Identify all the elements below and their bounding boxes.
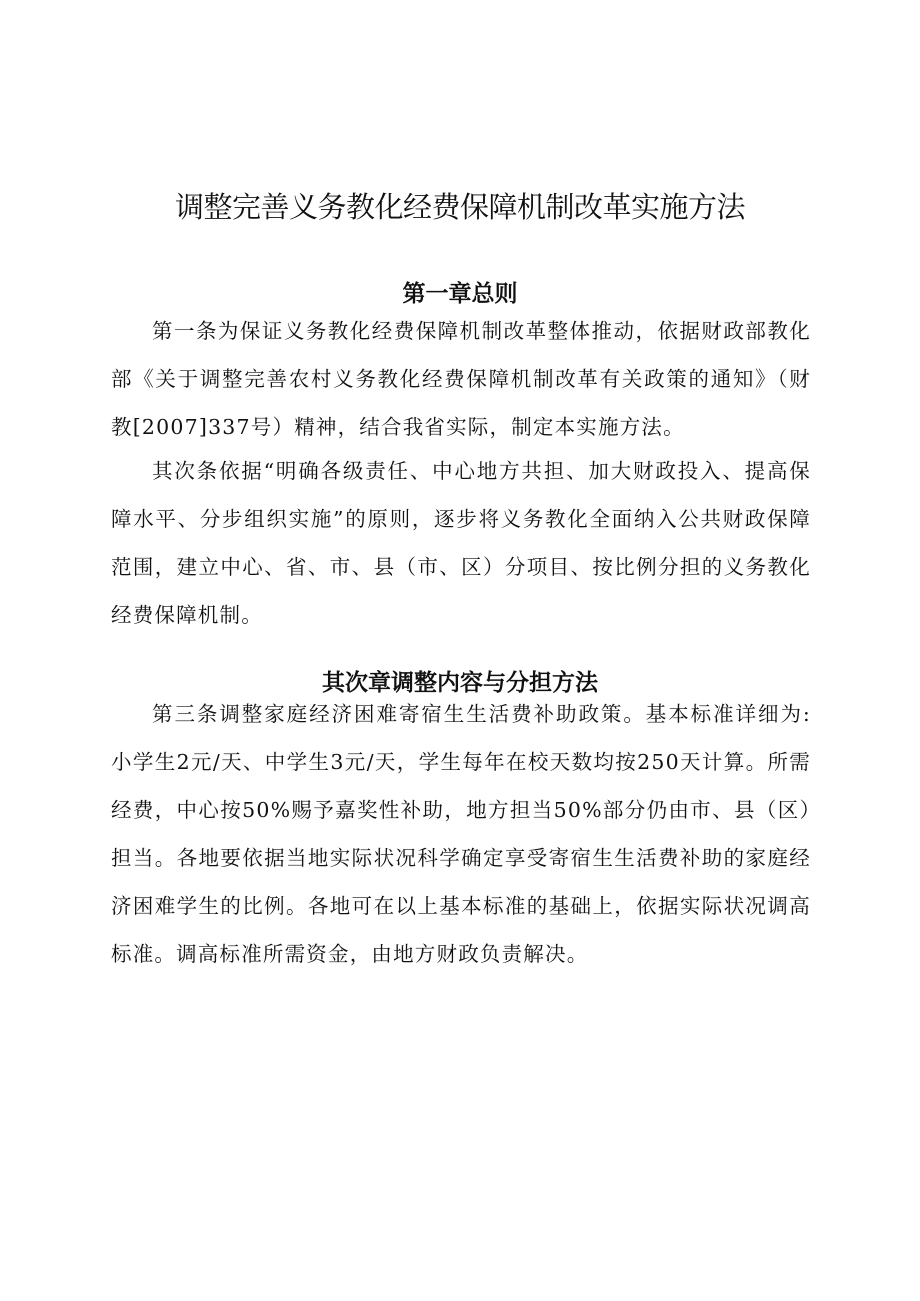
chapter-1-heading: 第一章总则 bbox=[402, 281, 518, 308]
article-1-paragraph: 第一条为保证义务教化经费保障机制改革整体推动，依据财政部教化部《关于调整完善农村义务教化经费保障机制改革有关政策的通知》（财教[2007]337号）精神，结合我省实际，制定本实施方法。 bbox=[111, 319, 811, 439]
article-3-paragraph: 第三条调整家庭经济困难寄宿生生活费补助政策。基本标准详细为:小学生2元/天、中学生3元/天，学生每年在校天数均按250天计算。所需经费，中心按50%赐予嘉奖性补助，地方担当50%部分仍由市、县（区）担当。各地要依据当地实际状况科学确定享受寄宿生生活费补助的家庭经济困难学生的比例。各地可在以上基本标准的基础上，依据实际状况调高标准。调高标准所需资金，由地方财政负责解决。 bbox=[111, 702, 811, 966]
document-title: 调整完善义务教化经费保障机制改革实施方法 bbox=[174, 190, 745, 225]
article-2-paragraph: 其次条依据“明确各级责任、中心地方共担、加大财政投入、提高保障水平、分步组织实施”的原则，逐步将义务教化全面纳入公共财政保障范围，建立中心、省、市、县（市、区）分项目、按比例分担的义务教化经费保障机制。 bbox=[111, 459, 811, 627]
chapter-2-heading: 其次章调整内容与分担方法 bbox=[322, 670, 598, 697]
